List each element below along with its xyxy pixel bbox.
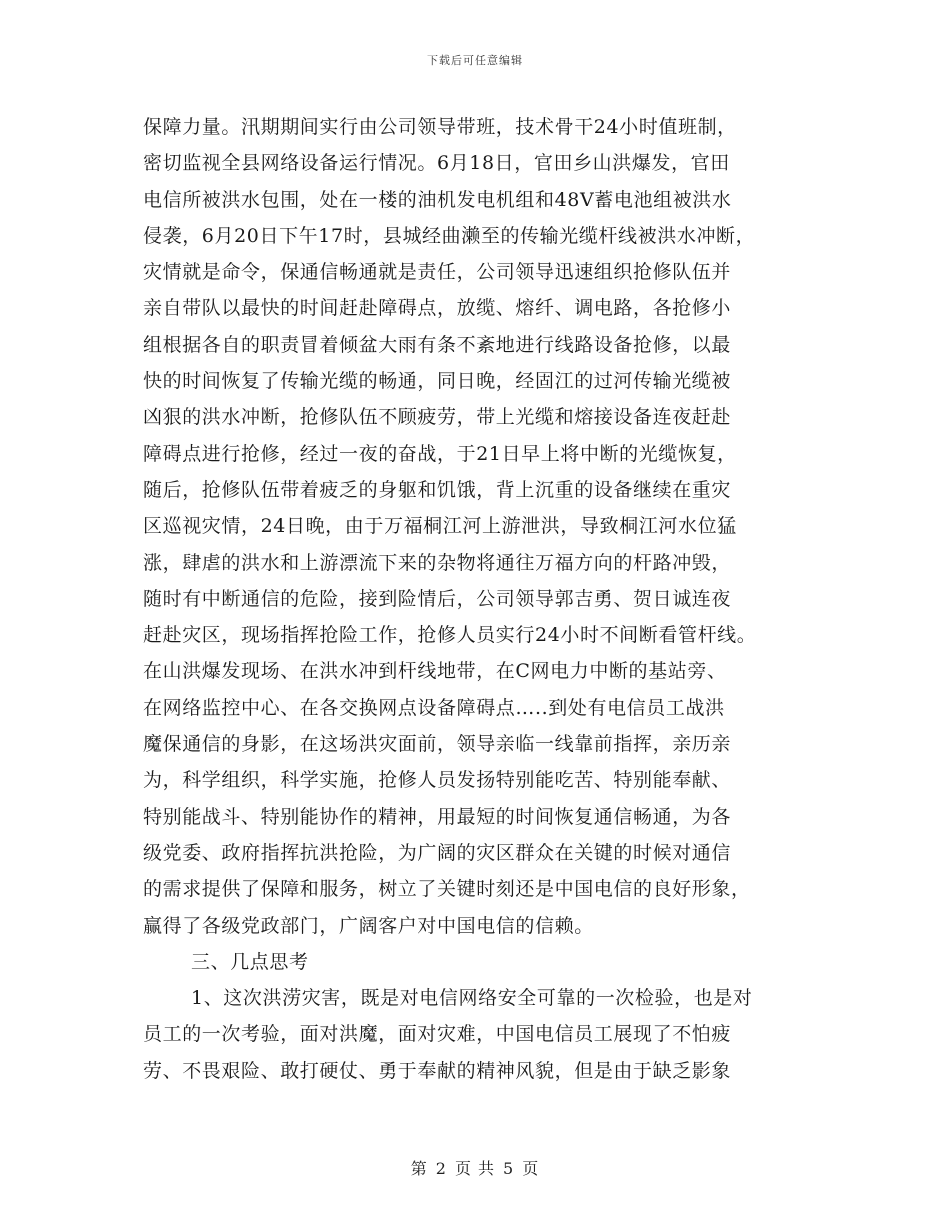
footer-prefix: 第 <box>410 1159 428 1178</box>
body-line: 赶赴灾区，现场指挥抢险工作，抢修人员实行24小时不间断看管杆线。 <box>143 624 757 647</box>
body-line: 灾情就是命令，保通信畅通就是责任，公司领导迅速组织抢修队伍并 <box>143 261 732 284</box>
document-body <box>143 109 823 1089</box>
body-line: 侵袭，6月20日下午17时，县城经曲濑至的传输光缆杆线被洪水冲断， <box>143 224 756 247</box>
body-line: 电信所被洪水包围，处在一楼的油机发电机组和48V蓄电池组被洪水 <box>143 188 732 211</box>
body-line: 劳、不畏艰险、敢打硬仗、勇于奉献的精神风貌，但是由于缺乏影象 <box>143 1059 732 1082</box>
body-line: 在山洪爆发现场、在洪水冲到杆线地带，在C网电力中断的基站旁、 <box>143 660 727 683</box>
section-heading: 三、几点思考 <box>191 950 309 973</box>
body-line: 组根据各自的职责冒着倾盆大雨有条不紊地进行线路设备抢修，以最 <box>143 333 732 356</box>
body-line: 快的时间恢复了传输光缆的畅通，同日晚，经固江的过河传输光缆被 <box>143 370 732 393</box>
page-header: 下载后可任意编辑 <box>427 54 523 67</box>
footer-middle: 页 共 <box>454 1159 496 1178</box>
body-line: 障碍点进行抢修，经过一夜的奋战，于21日早上将中断的光缆恢复， <box>143 442 737 465</box>
body-line: 魔保通信的身影，在这场洪灾面前，领导亲临一线靠前指挥，亲历亲 <box>143 733 732 756</box>
body-line: 密切监视全县网络设备运行情况。6月18日，官田乡山洪爆发，官田 <box>143 152 730 175</box>
body-line: 级党委、政府指挥抗洪抢险，为广阔的灾区群众在关键的时候对通信 <box>143 841 732 864</box>
body-line: 1、这次洪涝灾害，既是对电信网络安全可靠的一次检验，也是对 <box>191 987 753 1010</box>
body-line: 亲自带队以最快的时间赶赴障碍点，放缆、熔纤、调电路，各抢修小 <box>143 297 732 320</box>
footer-suffix: 页 <box>522 1159 540 1178</box>
body-line: 为，科学组织，科学实施，抢修人员发扬特别能吃苦、特别能奉献、 <box>143 769 732 792</box>
body-line: 的需求提供了保障和服务，树立了关键时刻还是中国电信的良好形象， <box>143 878 751 901</box>
body-line: 区巡视灾情，24日晚，由于万福桐江河上游泄洪，导致桐江河水位猛 <box>143 515 737 538</box>
body-line: 随时有中断通信的危险，接到险情后，公司领导郭吉勇、贺日诚连夜 <box>143 587 732 610</box>
body-line: 涨，肆虐的洪水和上游漂流下来的杂物将通往万福方向的杆路冲毁， <box>143 551 732 574</box>
body-line: 随后，抢修队伍带着疲乏的身躯和饥饿，背上沉重的设备继续在重灾 <box>143 478 732 501</box>
body-line: 员工的一次考验，面对洪魔，面对灾难，中国电信员工展现了不怕疲 <box>143 1023 732 1046</box>
body-line: 赢得了各级党政部门，广阔客户对中国电信的信赖。 <box>143 914 594 937</box>
current-page-number: 2 <box>435 1159 447 1178</box>
body-line: 保障力量。汛期期间实行由公司领导带班，技术骨干24小时值班制， <box>143 116 737 138</box>
body-line: 凶狠的洪水冲断，抢修队伍不顾疲劳，带上光缆和熔接设备连夜赶赴 <box>143 406 732 429</box>
total-pages-number: 5 <box>503 1159 515 1178</box>
body-line: 在网络监控中心、在各交换网点设备障碍点…..到处有电信员工战洪 <box>143 696 725 719</box>
body-line: 特别能战斗、特别能协作的精神，用最短的时间恢复通信畅通，为各 <box>143 805 732 828</box>
page-footer <box>0 1156 950 1179</box>
